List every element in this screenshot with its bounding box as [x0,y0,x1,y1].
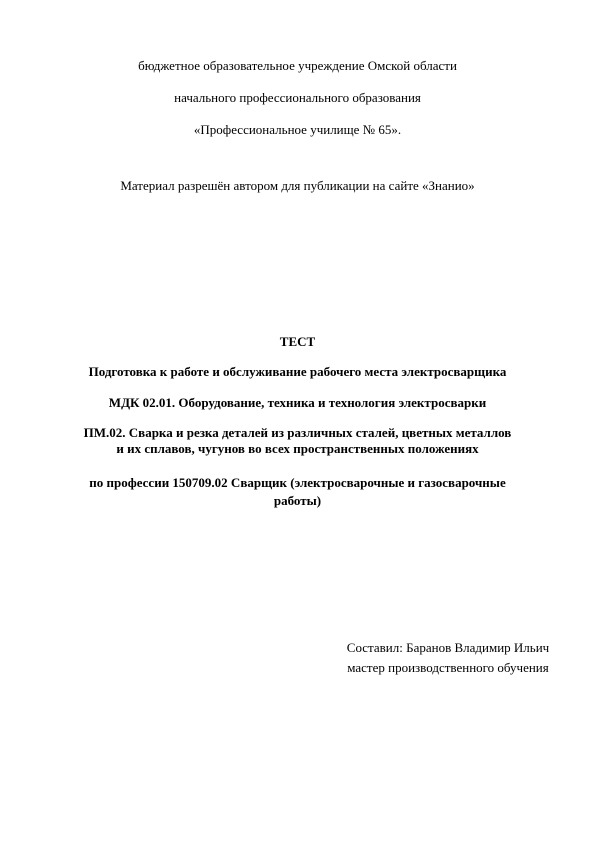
institution-line-2: начального профессионального образования [174,90,421,105]
mdk-line: МДК 02.01. Оборудование, техника и технология электросварки [108,395,487,410]
document-title: ТЕСТ [279,334,316,349]
test-subtitle: Подготовка к работе и обслуживание рабочего места электросварщика [88,364,507,379]
publication-permission: Материал разрешён автором для публикации на сайте «Знанио» [120,178,475,193]
pm-line-1: ПМ.02. Сварка и резка деталей из различных сталей, цветных металлов [83,425,512,440]
compiled-by: Составил: Баранов Владимир Ильич [346,640,550,655]
institution-line-1: бюджетное образовательное учреждение Омской области [138,58,457,73]
institution-line-3: «Профессиональное училище № 65». [193,122,402,137]
author-position: мастер производственного обучения [347,660,549,675]
profession-line-2: работы) [273,493,322,508]
pm-line-2: и их сплавов, чугунов во всех пространственных положениях [116,441,479,456]
profession-line-1: по профессии 150709.02 Сварщик (электросварочные и газосварочные [89,475,506,490]
